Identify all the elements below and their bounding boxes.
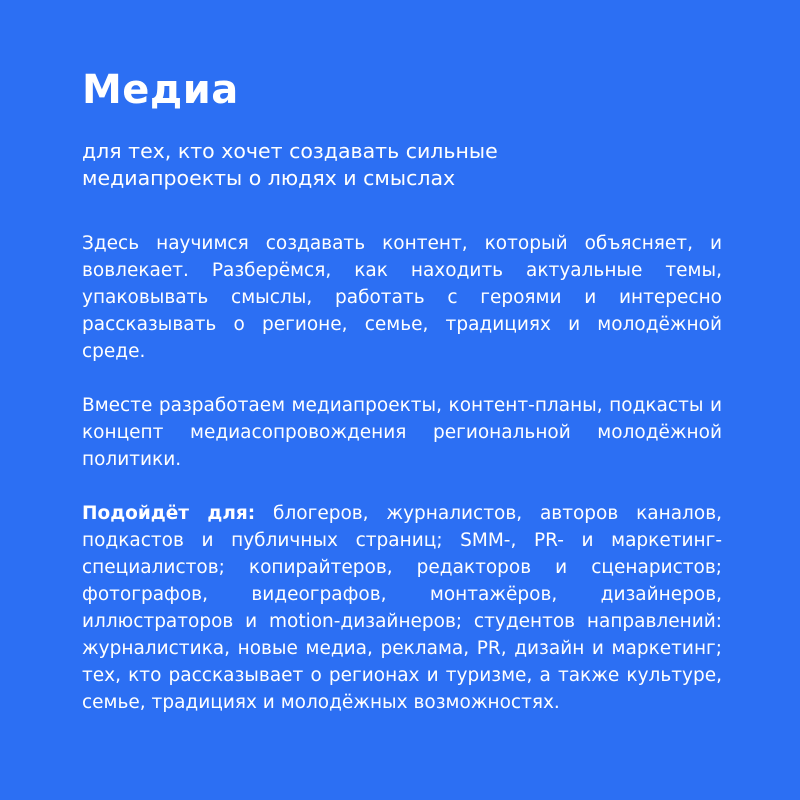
slide-title: Медиа: [82, 67, 239, 113]
outcomes-paragraph: Вместе разработаем медиапроекты, контент-планы, подкасты и концепт медиасопровождения региональной молодёжной политики.: [82, 395, 722, 470]
slide-subtitle: для тех, кто хочет создавать сильные медиапроекты о людях и смыслах: [82, 139, 498, 190]
audience-label: Подойдёт для:: [82, 503, 256, 524]
description-paragraph: Здесь научимся создавать контент, который объясняет, и вовлекает. Разберёмся, как находить актуальные темы, упаковывать смыслы, работать с героями и интересно рассказывать о регионе, семье, традициях и молодёжной среде.: [82, 233, 722, 362]
audience-text: блогеров, журналистов, авторов каналов, подкастов и публичных страниц; SMM-, PR- и маркетинг-специалистов; копирайтеров, редакторов и сценаристов; фотографов, видеографов, монтажёров, дизайнеров, иллюстраторов и motion-дизайнеров; студентов направлений: журналистика, новые медиа, реклама, PR, дизайн и маркетинг; тех, кто рассказывает о регионах и туризме, а также культуре, семье, традициях и молодёжных возможностях.: [82, 503, 722, 713]
audience-paragraph: [82, 500, 722, 716]
